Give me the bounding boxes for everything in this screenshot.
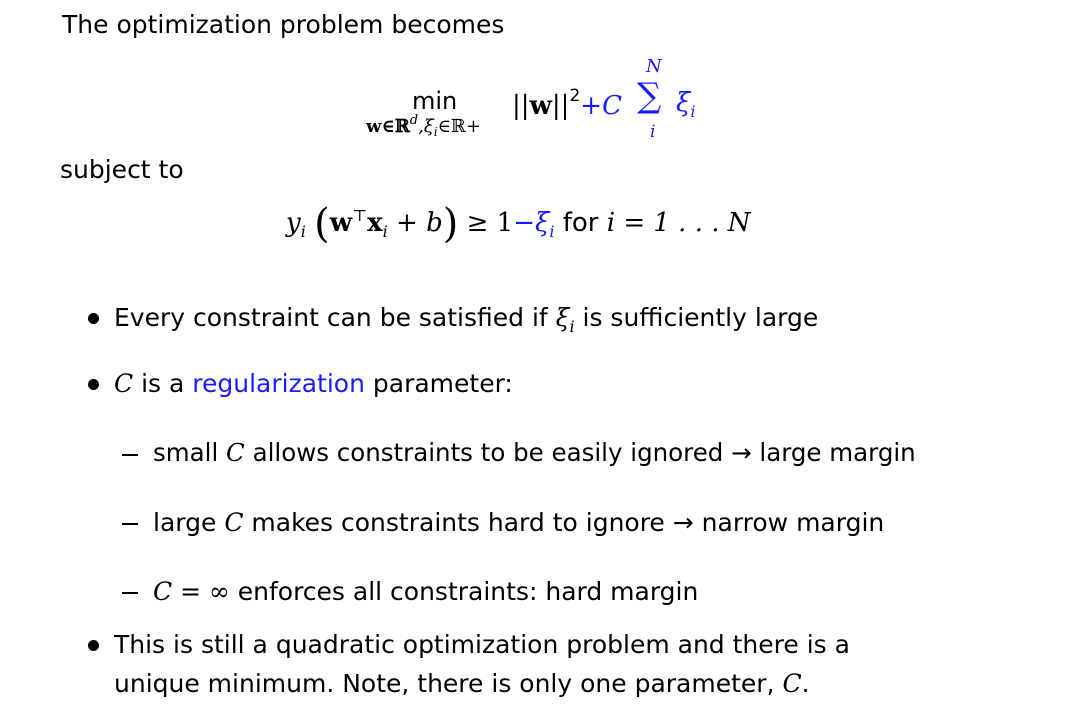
min-operator: min [412, 87, 458, 115]
bullet-regularization: C is a regularization parameter: [114, 369, 513, 398]
subject-to-label: subject to [60, 155, 184, 184]
sum-symbol: ∑ [637, 76, 662, 116]
dash-infinite-C: C = ∞ enforces all constraints: hard margin [153, 577, 699, 606]
dash-marker [122, 523, 138, 525]
intro-text: The optimization problem becomes [62, 10, 505, 39]
bullet-quadratic-line2: unique minimum. Note, there is only one parameter, C. [114, 669, 810, 698]
sum-lower-limit: i [650, 122, 656, 142]
slack-variable: $\xi_i$ [676, 88, 696, 121]
bullet-dot [88, 640, 99, 651]
bullet-dot [88, 313, 99, 324]
bullet-satisfied: Every constraint can be satisfied if $\xi_i$ is sufficiently large [114, 303, 819, 336]
dash-marker [122, 592, 138, 594]
dash-large-C: large C makes constraints hard to ignore → narrow margin [153, 508, 885, 537]
bullet-dot [88, 379, 99, 390]
objective-expression: $||w||^2+C$ [512, 86, 622, 121]
dash-marker [122, 454, 138, 456]
regularization-term: regularization [192, 369, 365, 398]
min-constraint-set: $w\in ℝ^d,\xi_i\in ℝ+$ [366, 113, 481, 139]
bullet-quadratic-line1: This is still a quadratic optimization problem and there is a [114, 630, 850, 659]
dash-small-C: small C allows constraints to be easily ignored → large margin [153, 438, 916, 467]
sum-upper-limit: N [646, 56, 662, 77]
constraint-formula: $y_i$ $(w^⊤x_i + b) \ge 1-\xi_i$ for i = 1 . . . N [286, 201, 751, 247]
